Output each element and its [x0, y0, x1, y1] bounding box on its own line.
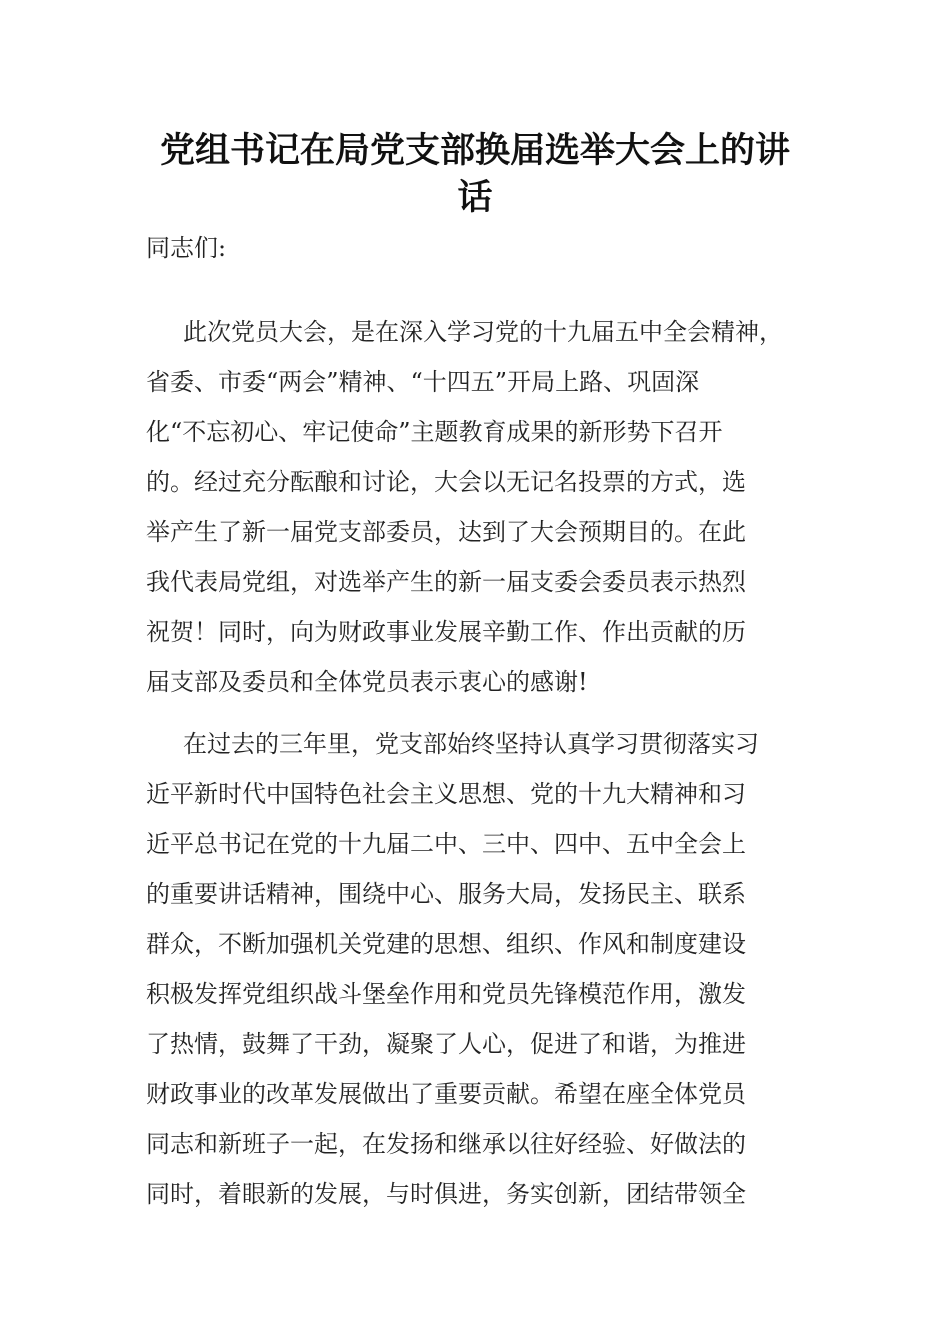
paragraph-line: 近平新时代中国特色社会主义思想、党的十九大精神和习 — [146, 780, 746, 808]
paragraph-line: 财政事业的改革发展做出了重要贡献。希望在座全体党员 — [146, 1080, 746, 1108]
paragraph-line: 同时，着眼新的发展，与时俱进，务实创新，团结带领全 — [146, 1180, 746, 1208]
paragraph-line: 化“不忘初心、牢记使命”主题教育成果的新形势下召开 — [146, 418, 723, 446]
paragraph-line: 届支部及委员和全体党员表示衷心的感谢! — [146, 668, 588, 696]
paragraph-line: 的。经过充分酝酿和讨论，大会以无记名投票的方式，选 — [146, 468, 746, 496]
salutation: 同志们: — [146, 234, 227, 262]
paragraph-line: 积极发挥党组织战斗堡垒作用和党员先锋模范作用，激发 — [146, 980, 746, 1008]
paragraph-line: 省委、市委“两会”精神、“十四五”开局上路、巩固深 — [146, 368, 700, 396]
paragraph-line: 此次党员大会，是在深入学习党的十九届五中全会精神， — [183, 318, 783, 346]
document-title-line-1: 党组书记在局党支部换届选举大会上的讲 — [159, 130, 790, 171]
paragraph-line: 了热情，鼓舞了干劲，凝聚了人心，促进了和谐，为推进 — [146, 1030, 746, 1058]
paragraph-line: 祝贺！同时，向为财政事业发展辛勤工作、作出贡献的历 — [146, 618, 746, 646]
paragraph-line: 在过去的三年里，党支部始终坚持认真学习贯彻落实习 — [183, 730, 759, 758]
paragraph-line: 同志和新班子一起，在发扬和继承以往好经验、好做法的 — [146, 1130, 746, 1158]
paragraph-line: 近平总书记在党的十九届二中、三中、四中、五中全会上 — [146, 830, 746, 858]
paragraph-line: 的重要讲话精神，围绕中心、服务大局，发扬民主、联系 — [146, 880, 746, 908]
document-title-line-2: 话 — [457, 177, 493, 218]
paragraph-line: 我代表局党组，对选举产生的新一届支委会委员表示热烈 — [146, 568, 746, 596]
paragraph-line: 群众，不断加强机关党建的思想、组织、作风和制度建设 — [146, 930, 746, 958]
paragraph-line: 举产生了新一届党支部委员，达到了大会预期目的。在此 — [146, 518, 746, 546]
